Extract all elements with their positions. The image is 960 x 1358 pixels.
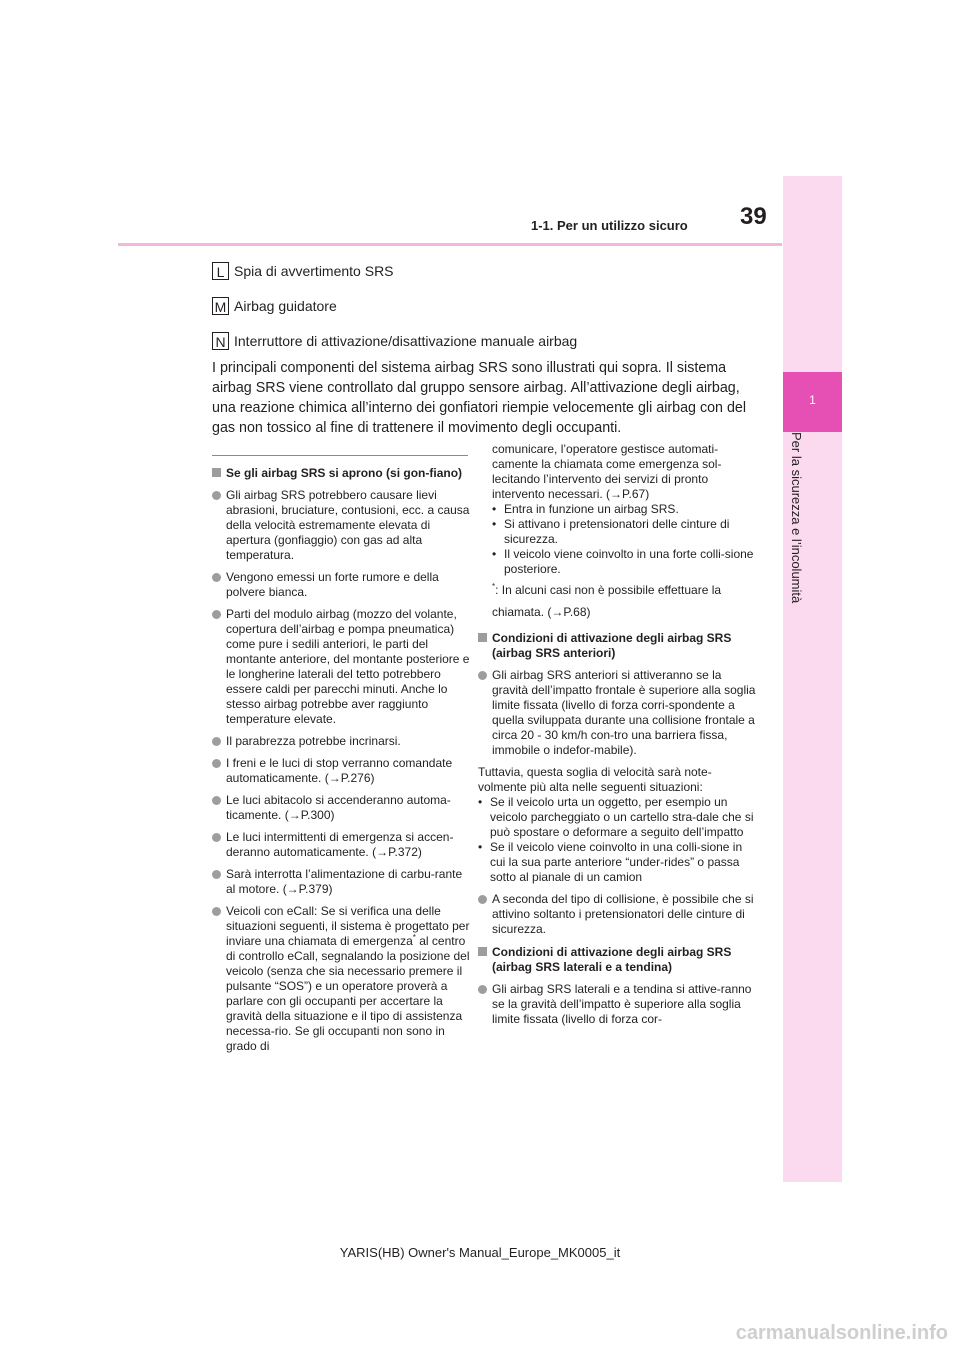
intro-paragraph: I principali componenti del sistema airbag SRS sono illustrati qui sopra. Il sistema airbag SRS viene controllato dal gruppo sensore airbag. All’attivazione degli airbag, una reazione chimica all’interno dei gonfiatori riempie velocemente gli airbag con del gas non tossico al fine di trattenere il movimento degli occupanti. (212, 360, 747, 436)
square-bullet-icon (212, 468, 221, 477)
legend-text: Spia di avvertimento SRS (234, 263, 394, 279)
circle-bullet-icon (212, 610, 221, 619)
header-rule (118, 243, 782, 246)
letter-l-badge: L (212, 262, 229, 280)
chapter-label: Per la sicurezza e l’incolumità (789, 432, 804, 604)
sub-item: • Il veicolo viene coinvolto in una forte colli-sione posteriore. (492, 547, 754, 576)
footer-text: YARIS(HB) Owner's Manual_Europe_MK0005_it (339, 1245, 621, 1260)
legend-text: Airbag guidatore (234, 298, 337, 314)
left-column (212, 458, 474, 1054)
section-heading: Se gli airbag SRS si aprono (si gon-fiano) (212, 466, 474, 481)
list-item: Gli airbag SRS laterali e a tendina si attive-ranno se la gravità dell’impatto è superiore alla soglia limite fissata (livello di forza cor- (478, 982, 758, 1027)
list-item: Le luci abitacolo si accenderanno automa-ticamente. (→P.300) (212, 793, 474, 823)
list-item: Veicoli con eCall: Se si verifica una delle situazioni seguenti, il sistema è progettato per inviare una chiamata di emergenza* al centro di controllo eCall, segnalando la posizione del veicolo (senza che sia necessario premere il pulsante “SOS”) e un operatore proverà a parlare con gli occupanti per accertare la gravità della situazione e il tipo di assistenza necessa-rio. Se gli occupanti non sono in grado di (212, 904, 474, 1054)
sub-item: • Se il veicolo urta un oggetto, per esempio un veicolo parcheggiato o un cartello stra-dale che si può spostare o deformare a seguito dell’impatto (478, 795, 754, 839)
circle-bullet-icon (212, 573, 221, 582)
footnote: *: In alcuni casi non è possibile effettuare la chiamata. (→P.68) (492, 582, 722, 619)
list-item: Il parabrezza potrebbe incrinarsi. (212, 734, 474, 749)
square-bullet-icon (478, 633, 487, 642)
sub-item: • Entra in funzione un airbag SRS. (492, 502, 679, 516)
dot-marker: • (478, 795, 483, 809)
legend-item-l (212, 262, 394, 280)
list-item: Le luci intermittenti di emergenza si accen-deranno automaticamente. (→P.372) (212, 830, 474, 860)
legend-text: Interruttore di attivazione/disattivazione manuale airbag (234, 333, 578, 349)
circle-bullet-icon (212, 491, 221, 500)
section-heading: Condizioni di attivazione degli airbag SRS (airbag SRS laterali e a tendina) (478, 945, 758, 975)
list-item: I freni e le luci di stop verranno comandate automaticamente. (→P.276) (212, 756, 474, 786)
circle-bullet-icon (212, 870, 221, 879)
continued-text: comunicare, l’operatore gestisce automati-camente la chiamata come emergenza sol-lecitando l’intervento dei servizi di pronto intervento necessari. (→P.67) (492, 442, 722, 501)
watermark: carmanualsonline.info (735, 1322, 948, 1344)
sub-item: • Se il veicolo viene coinvolto in una colli-sione in cui la sua parte anteriore “under-rides” o passa sotto al pianale di un camion (478, 840, 743, 884)
paragraph: Tuttavia, questa soglia di velocità sarà note-volmente più alta nelle seguenti situazioni: (478, 765, 712, 794)
circle-bullet-icon (212, 759, 221, 768)
footnote-marker: * (412, 933, 416, 942)
page-number: 39 (740, 203, 767, 230)
circle-bullet-icon (212, 796, 221, 805)
chapter-tab[interactable]: 1 (783, 372, 842, 432)
legend-item-n (212, 332, 577, 350)
circle-bullet-icon (478, 985, 487, 994)
circle-bullet-icon (212, 737, 221, 746)
legend-item-m (212, 297, 337, 315)
section-divider (212, 455, 468, 456)
dot-marker: • (492, 502, 497, 516)
list-item: A seconda del tipo di collisione, è possibile che si attivino soltanto i pretensionatori delle cinture di sicurezza. (478, 892, 758, 937)
circle-bullet-icon (212, 833, 221, 842)
square-bullet-icon (478, 947, 487, 956)
circle-bullet-icon (478, 671, 487, 680)
dot-marker: • (478, 840, 483, 854)
dot-marker: • (492, 547, 497, 561)
letter-n-badge: N (212, 332, 229, 350)
list-item: Vengono emessi un forte rumore e della polvere bianca. (212, 570, 474, 600)
right-column (478, 442, 758, 1027)
circle-bullet-icon (212, 907, 221, 916)
circle-bullet-icon (478, 895, 487, 904)
section-heading: Condizioni di attivazione degli airbag SRS (airbag SRS anteriori) (478, 631, 758, 661)
section-title: 1-1. Per un utilizzo sicuro (531, 218, 688, 233)
list-item: Parti del modulo airbag (mozzo del volante, copertura dell’airbag e pompa pneumatica) come pure i sedili anteriori, le parti del montante anteriore, del montante posteriore e le longherine laterali del tetto potrebbero essere caldi per parecchi minuti. Anche lo stesso airbag potrebbe aver raggiunto temperature elevate. (212, 607, 474, 727)
list-item: Sarà interrotta l’alimentazione di carbu-rante al motore. (→P.379) (212, 867, 474, 897)
list-item: Gli airbag SRS potrebbero causare lievi abrasioni, bruciature, contusioni, ecc. a causa della velocità estremamente elevata di apertura (gonfiaggio) con gas ad alta temperatura. (212, 488, 474, 563)
side-tab-strip (783, 176, 842, 1182)
letter-m-badge: M (212, 297, 229, 315)
list-item: Gli airbag SRS anteriori si attiveranno se la gravità dell’impatto frontale è superiore alla soglia limite fissata (livello di forza corri-spondente a quella sviluppata durante una collisione frontale a circa 20 - 30 km/h con-tro una barriera fissa, immobile o indefor-mabile). (478, 668, 758, 758)
sub-item: • Si attivano i pretensionatori delle cinture di sicurezza. (492, 517, 730, 546)
dot-marker: • (492, 517, 497, 531)
